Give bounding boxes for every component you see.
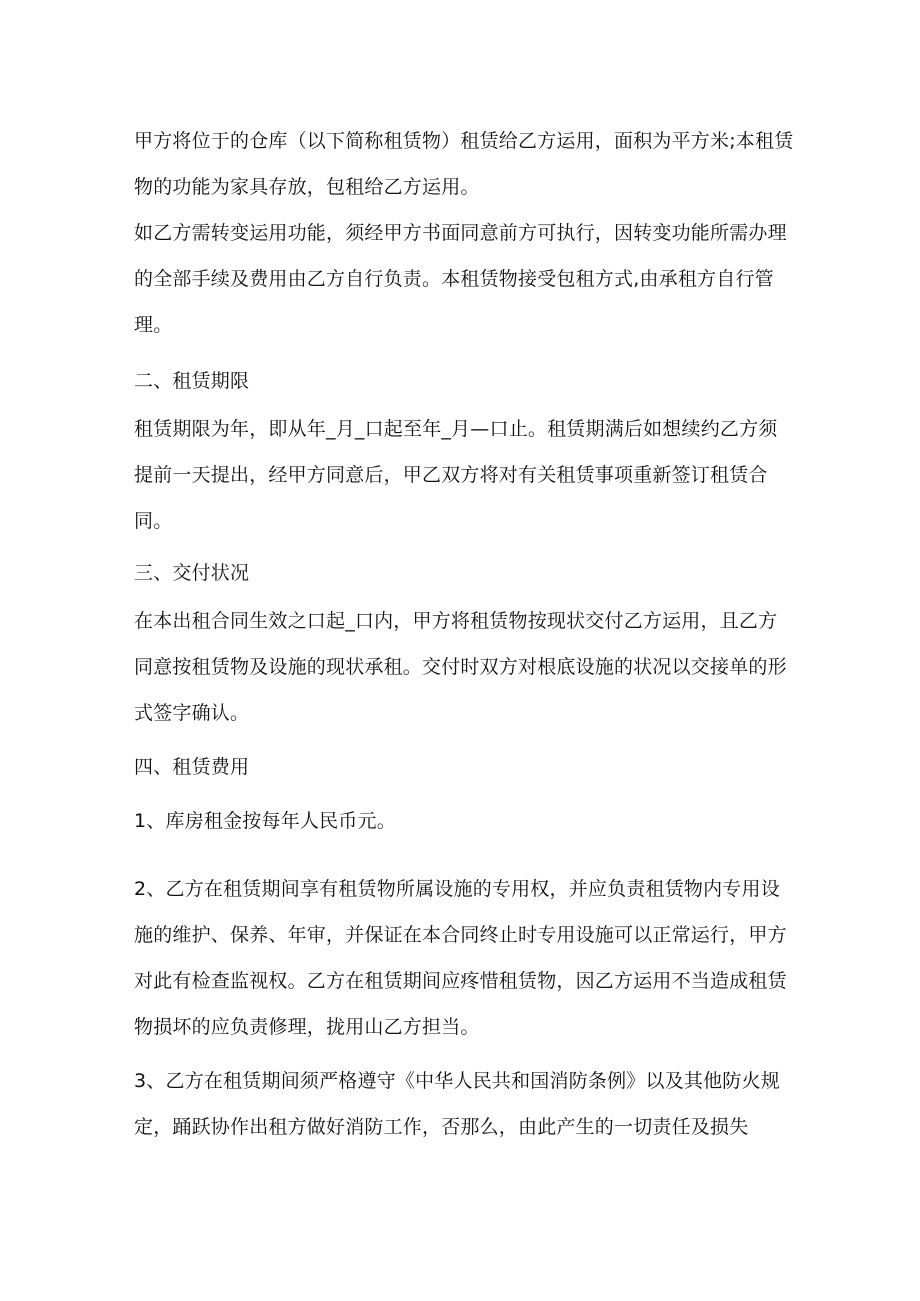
paragraph-lease-term: 租赁期限为年，即从年_月_口起至年_月—口止。租赁期满后如想续约乙方须提前一天提出，经甲方同意后，甲乙双方将对有关租赁事项重新签订租赁合同。 (134, 418, 778, 532)
paragraph-premises: 甲方将位于的仓库（以下简称租赁物）租赁给乙方运用，面积为平方米;本租赁物的功能为家具存放，包租给乙方运用。 (134, 130, 794, 198)
section-heading-lease-term: 二、租赁期限 (134, 370, 250, 392)
section-heading-fees: 四、租赁费用 (134, 756, 250, 778)
paragraph-facility-duty: 2、乙方在租赁期间享有租赁物所属设施的专用权，并应负责租赁物内专用设施的维护、保养、年审，并保证在本合同终止时专用设施可以正常运行，甲方对此有检查监视权。乙方在租赁期间应疼惜租赁物，因乙方运用不当造成租赁物损坏的应负责修理，拢用山乙方担当。 (134, 878, 787, 1038)
section-heading-delivery: 三、交付状况 (134, 562, 250, 584)
paragraph-rent: 1、库房租金按每年人民币元。 (134, 810, 396, 832)
paragraph-use-change: 如乙方需转变运用功能，须经甲方书面同意前方可执行，因转变功能所需办理的全部手续及费用由乙方自行负责。本租赁物接受包租方式,由承租方自行管理。 (134, 222, 787, 336)
paragraph-fire-safety: 3、乙方在租赁期间须严格遵守《中华人民共和国消防条例》以及其他防火规定，踊跃协作出租方做好消防工作，否那么，由此产生的一切责任及损失 (134, 1070, 780, 1138)
paragraph-delivery: 在本出租合同生效之口起_口内，甲方将租赁物按现状交付乙方运用，且乙方同意按租赁物及设施的现状承租。交付时双方对根底设施的状况以交接单的形式签字确认。 (134, 610, 787, 724)
